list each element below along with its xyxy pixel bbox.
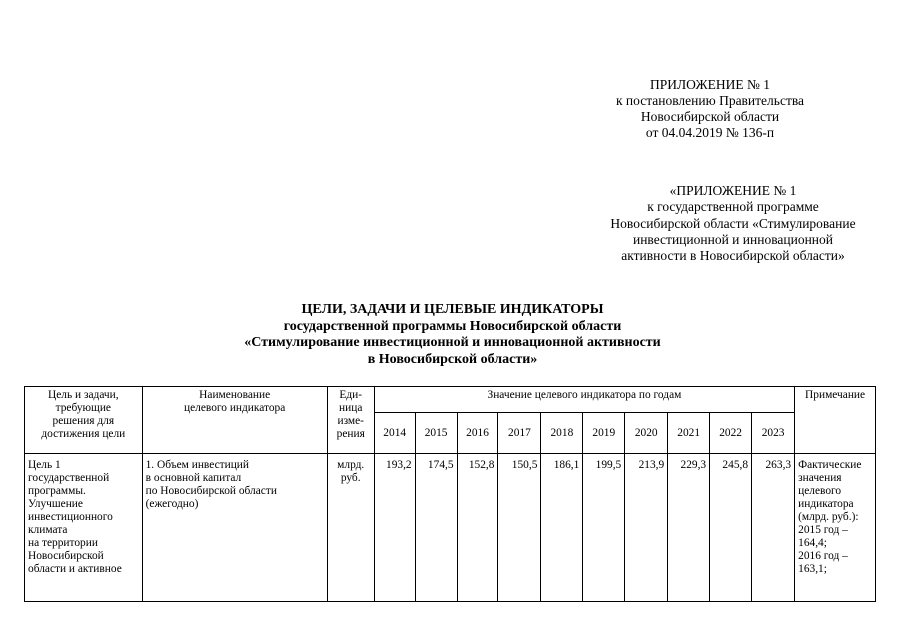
cell-indicator-line: (ежегодно) [145, 498, 199, 510]
header-goal-line: Цель и задачи, [48, 389, 119, 401]
title-line: государственной программы Новосибирской области [283, 318, 622, 334]
appendix-2-line: Новосибирской области «Стимулирование [610, 215, 856, 231]
cell-value-2014: 193,2 [374, 454, 415, 602]
cell-value-2017: 150,5 [498, 454, 541, 602]
header-year: 2022 [710, 413, 752, 454]
header-unit-line: ница [339, 402, 363, 414]
title-line: ЦЕЛИ, ЗАДАЧИ И ЦЕЛЕВЫЕ ИНДИКАТОРЫ [301, 302, 604, 317]
header-indicator [142, 387, 327, 454]
cell-goal-line: Новосибирской [28, 550, 104, 562]
cell-unit-line: руб. [340, 472, 361, 484]
cell-goal-line: государственной [28, 472, 110, 484]
appendix-1-line: от 04.04.2019 № 136-п [645, 125, 775, 140]
cell-note-line: Фактические [798, 459, 862, 471]
cell-goal-line: инвестиционного [28, 511, 113, 523]
cell-note-line: 164,4; [798, 537, 827, 549]
header-goal-line: требующие [55, 402, 111, 414]
header-note: Примечание [795, 387, 876, 454]
header-indicator-line: целевого индикатора [184, 402, 286, 414]
appendix-2-line: к государственной программе [647, 199, 819, 215]
cell-value-2019: 199,5 [583, 454, 625, 602]
cell-note-line: (млрд. руб.): [798, 511, 859, 523]
header-year: 2015 [415, 413, 457, 454]
header-indicator-line: Наименование [199, 389, 271, 401]
header-unit [327, 387, 374, 454]
title-line: в Новосибирской области» [367, 351, 538, 367]
cell-value-2021: 229,3 [668, 454, 710, 602]
cell-indicator-line: по Новосибирской области [145, 485, 277, 497]
header-year: 2023 [752, 413, 795, 454]
cell-goal-line: программы. [28, 485, 86, 497]
appendix-1-line: Новосибирской области [640, 109, 780, 124]
cell-value-2023: 263,3 [752, 454, 795, 602]
cell-goal-line: климата [28, 524, 68, 536]
cell-goal-line: области и активное [28, 563, 122, 575]
header-goal [25, 387, 143, 454]
cell-goal-line: на территории [28, 537, 98, 549]
table-header-row [25, 387, 876, 413]
cell-value-2018: 186,1 [541, 454, 583, 602]
cell-note-line: 2015 год – [798, 524, 848, 536]
title-line: «Стимулирование инвестиционной и инновационной активности [244, 335, 661, 350]
cell-note-line: целевого [798, 485, 842, 497]
table-row [25, 454, 876, 602]
header-goal-line: решения для [52, 415, 115, 427]
cell-goal-line: Цель 1 [28, 459, 61, 471]
cell-indicator-line: в основной капитал [145, 472, 242, 484]
header-goal-line: достижения цели [41, 428, 126, 440]
header-year: 2021 [668, 413, 710, 454]
header-year: 2017 [498, 413, 541, 454]
appendix-1-line: ПРИЛОЖЕНИЕ № 1 [649, 77, 771, 92]
header-year: 2016 [457, 413, 498, 454]
cell-note-line: значения [798, 472, 842, 484]
appendix-1-header [560, 77, 860, 141]
header-unit-line: рения [336, 428, 365, 440]
document-title [40, 302, 865, 368]
cell-indicator [142, 454, 327, 602]
cell-goal [25, 454, 143, 602]
cell-value-2016: 152,8 [457, 454, 498, 602]
header-unit-line: Еди- [339, 389, 363, 401]
appendix-2-line: «ПРИЛОЖЕНИЕ № 1 [669, 183, 797, 198]
cell-note-line: 2016 год – [798, 550, 848, 562]
appendix-2-header [578, 183, 888, 264]
appendix-2-line: активности в Новосибирской области» [621, 248, 845, 264]
header-year: 2018 [541, 413, 583, 454]
cell-value-2022: 245,8 [710, 454, 752, 602]
header-year: 2019 [583, 413, 625, 454]
cell-indicator-line: 1. Объем инвестиций [145, 459, 249, 471]
appendix-1-line: к постановлению Правительства [615, 93, 805, 108]
indicators-table [24, 386, 876, 602]
header-year: 2014 [374, 413, 415, 454]
cell-unit [327, 454, 374, 602]
cell-note-line: 163,1; [798, 563, 827, 575]
header-values-group: Значение целевого индикатора по годам [374, 387, 794, 413]
cell-note-line: индикатора [798, 498, 854, 510]
header-year: 2020 [625, 413, 668, 454]
header-unit-line: изме- [337, 415, 364, 427]
cell-note [795, 454, 876, 602]
cell-unit-line: млрд. [337, 459, 365, 471]
cell-goal-line: Улучшение [28, 498, 83, 510]
appendix-2-line: инвестиционной и инновационной [632, 231, 834, 247]
cell-value-2020: 213,9 [625, 454, 668, 602]
cell-value-2015: 174,5 [415, 454, 457, 602]
